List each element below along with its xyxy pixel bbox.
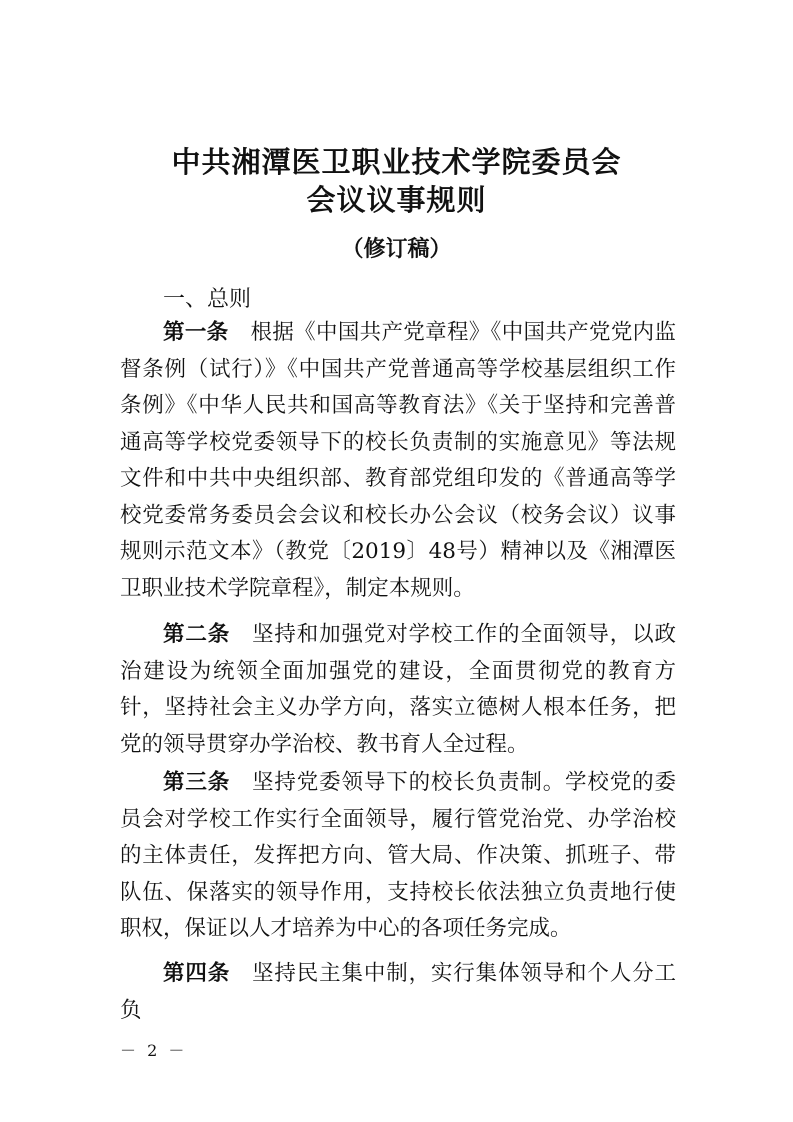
article-2-text: 坚持和加强党对学校工作的全面领导，以政治建设为统领全面加强党的建设，全面贯彻党的教育方针，坚持社会主义办学方向，落实立德树人根本任务，把党的领导贯穿办学治校、教书育人全过程。 (120, 622, 676, 757)
article-4-label: 第四条 (163, 961, 231, 986)
article-3-label: 第三条 (163, 770, 231, 795)
article-2-label: 第二条 (163, 622, 231, 647)
article-3 (120, 765, 676, 948)
article-3-text: 坚持党委领导下的校长负责制。学校党的委员会对学校工作实行全面领导，履行管党治党、办学治校的主体责任，发挥把方向、管大局、作决策、抓班子、带队伍、保落实的领导作用，支持校长依法独立负责地行使职权，保证以人才培养为中心的各项任务完成。 (120, 770, 676, 941)
article-1-text: 根据《中国共产党章程》《中国共产党党内监督条例（试行）》《中国共产党普通高等学校基层组织工作条例》《中华人民共和国高等教育法》《关于坚持和完善普通高等学校党委领导下的校长负责制的实施意见》等法规文件和中共中央组织部、教育部党组印发的《普通高等学校党委常务委员会会议和校长办公会议（校务会议）议事规则示范文本》（教党〔2019〕48号）精神以及《湘潭医卫职业技术学院章程》，制定本规则。 (120, 320, 676, 601)
article-4-text: 坚持民主集中制，实行集体领导和个人分工负 (120, 961, 676, 1023)
article-1-label: 第一条 (163, 320, 229, 345)
document-subtitle: （修订稿） (341, 237, 452, 262)
article-2 (120, 617, 676, 763)
document-title-line2: 会议议事规则 (306, 183, 487, 217)
page-number: － 2 － (120, 1041, 188, 1060)
article-1 (120, 315, 676, 607)
article-4 (120, 956, 676, 1029)
section-heading: 一、总则 (163, 287, 252, 312)
document-title-line1: 中共湘潭医卫职业技术学院委员会 (171, 145, 622, 179)
